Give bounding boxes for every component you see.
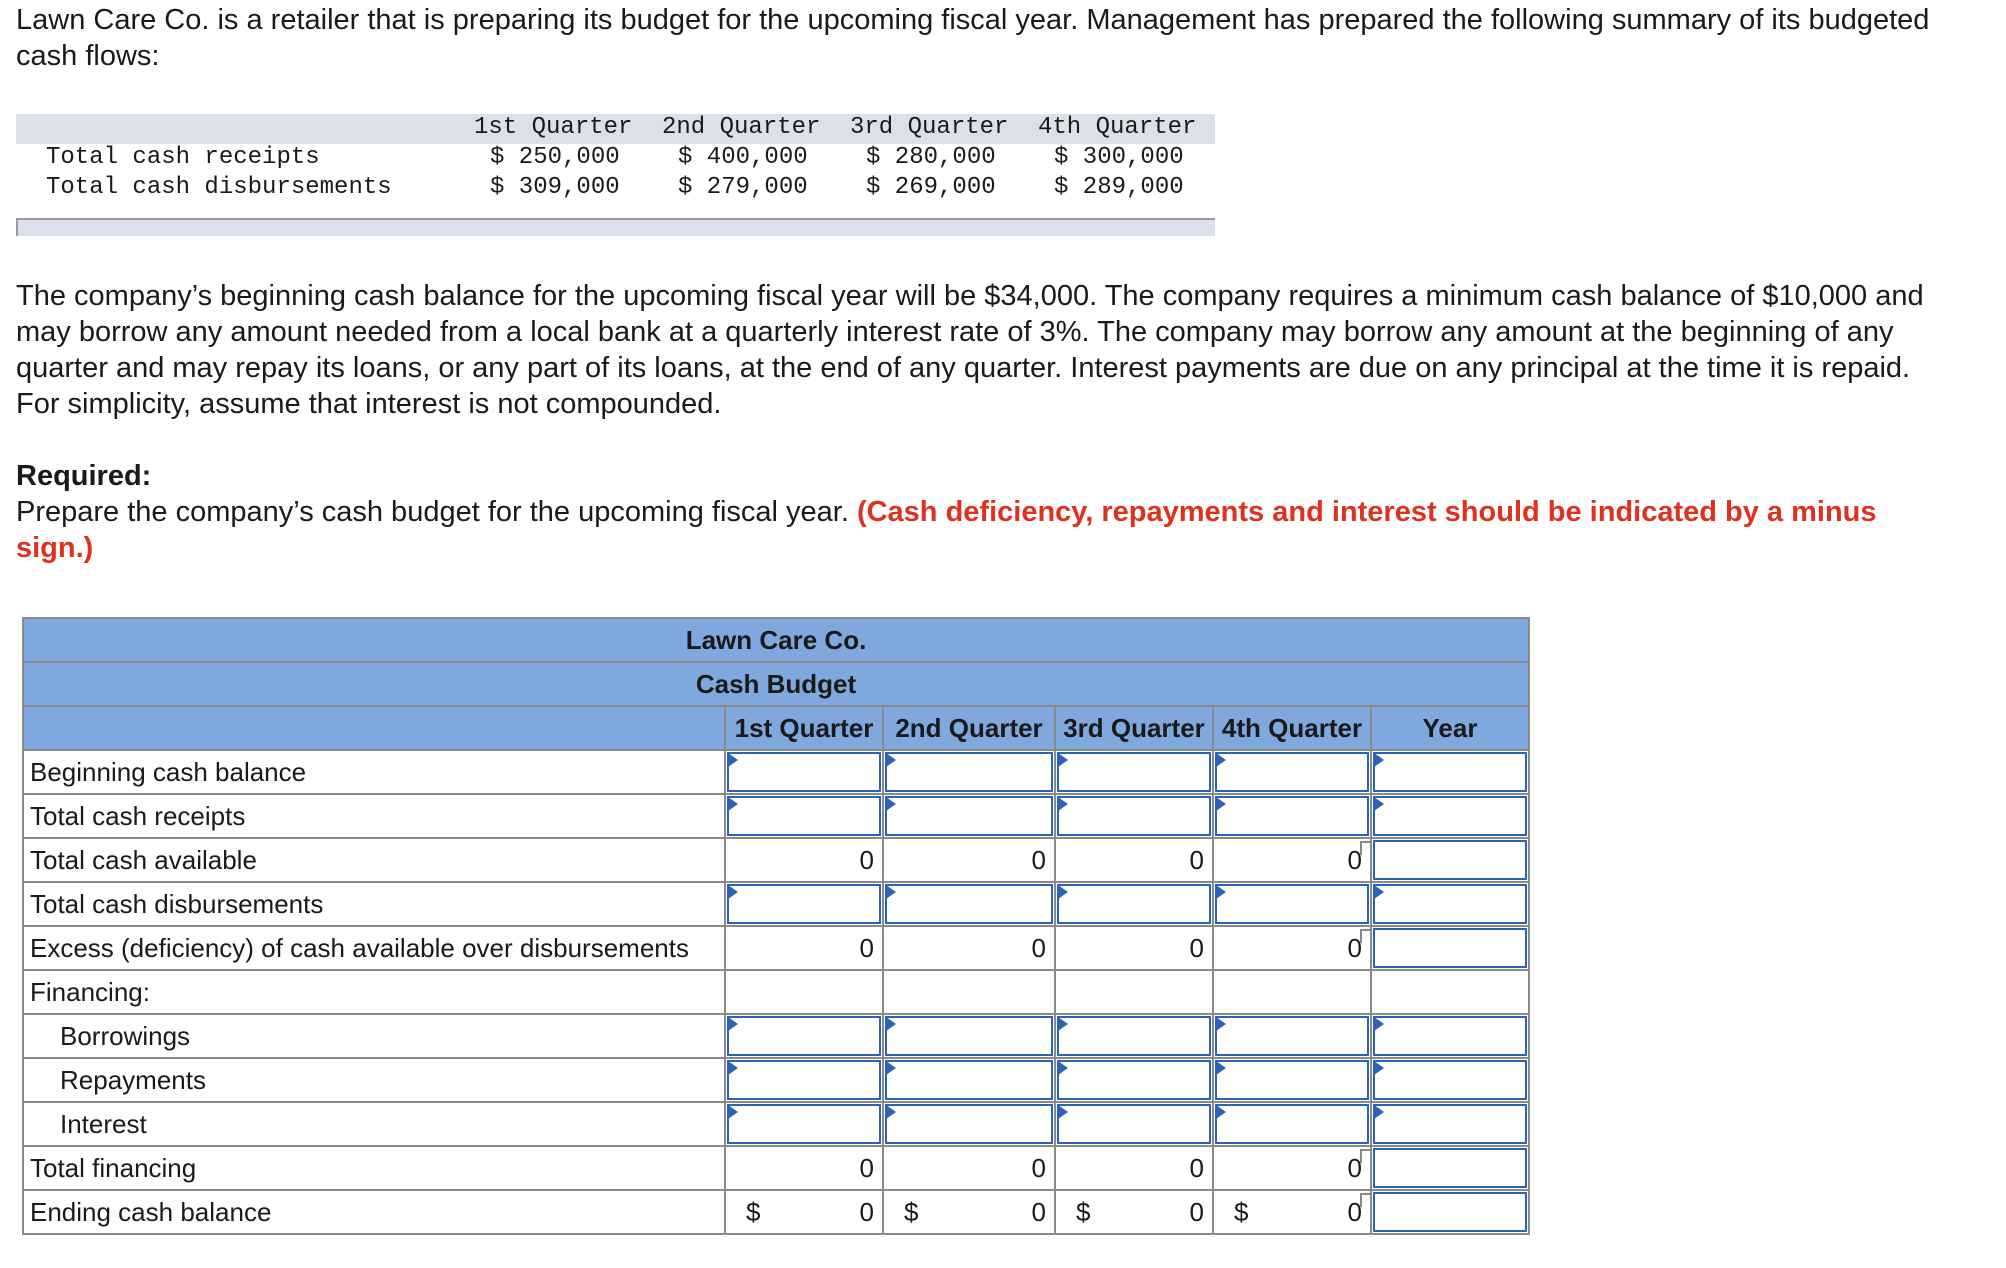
input-cell-year[interactable] — [1371, 1102, 1529, 1146]
computed-cell-q1: 0 — [725, 838, 883, 882]
row-label: Ending cash balance — [23, 1190, 725, 1234]
computed-value: 0 — [1347, 932, 1362, 963]
summary-row-label: Total cash disbursements — [46, 174, 392, 201]
summary-col-q3: 3rd Quarter — [850, 114, 1009, 141]
input-cell-q4[interactable] — [1213, 882, 1371, 926]
row-total-financing — [23, 1146, 1529, 1190]
input-cell-q1[interactable] — [725, 794, 883, 838]
computed-cell-q3: 0 — [1055, 838, 1213, 882]
row-excess-deficiency — [23, 926, 1529, 970]
row-label: Total cash receipts — [23, 794, 725, 838]
input-cell-q4[interactable] — [1213, 1058, 1371, 1102]
computed-value: 0 — [1347, 1196, 1362, 1227]
currency-symbol: $ — [746, 1197, 761, 1227]
summary-scrollbar — [16, 218, 1215, 236]
input-cell-q3[interactable] — [1055, 1058, 1213, 1102]
summary-col-q4: 4th Quarter — [1038, 114, 1197, 141]
summary-cell: $ 309,000 — [490, 174, 620, 201]
input-cell-q3[interactable] — [1055, 1102, 1213, 1146]
row-repayments — [23, 1058, 1529, 1102]
computed-cell-q1 — [725, 1190, 883, 1234]
row-label: Total cash available — [23, 838, 725, 882]
input-cell-year[interactable] — [1371, 1058, 1529, 1102]
input-cell-year[interactable] — [1371, 1190, 1529, 1234]
input-cell-q2[interactable] — [883, 1102, 1055, 1146]
required-note: (Cash deficiency, repayments and interest should be indicated by a minus sign.) — [16, 496, 1877, 564]
computed-cell-q2 — [883, 1190, 1055, 1234]
summary-cell: $ 400,000 — [678, 144, 808, 171]
input-cell-q1[interactable] — [725, 750, 883, 794]
budget-col-q1: 1st Quarter — [725, 706, 883, 750]
row-total-cash-available — [23, 838, 1529, 882]
computed-cell-q3 — [1055, 1190, 1213, 1234]
input-cell-year[interactable] — [1371, 882, 1529, 926]
input-cell-year[interactable] — [1371, 750, 1529, 794]
row-label: Total financing — [23, 1146, 725, 1190]
input-cell-q4[interactable] — [1213, 1102, 1371, 1146]
computed-cell-q4 — [1213, 838, 1371, 882]
summary-col-q1: 1st Quarter — [474, 114, 633, 141]
row-total-cash-disbursements — [23, 882, 1529, 926]
computed-cell-q1: 0 — [725, 1146, 883, 1190]
computed-cell-q1: 0 — [725, 926, 883, 970]
row-financing-header — [23, 970, 1529, 1014]
summary-cell: $ 300,000 — [1054, 144, 1184, 171]
currency-symbol: $ — [1076, 1197, 1091, 1227]
computed-value: 0 — [1031, 1196, 1046, 1227]
summary-row-label: Total cash receipts — [46, 144, 320, 171]
row-label: Borrowings — [23, 1014, 725, 1058]
input-cell-q3[interactable] — [1055, 1014, 1213, 1058]
currency-symbol: $ — [1234, 1197, 1249, 1227]
input-cell-q2[interactable] — [883, 882, 1055, 926]
summary-cell: $ 280,000 — [866, 144, 996, 171]
input-cell-q2[interactable] — [883, 794, 1055, 838]
computed-cell-q4 — [1213, 1146, 1371, 1190]
input-cell-q4[interactable] — [1213, 1014, 1371, 1058]
computed-cell-q4 — [1213, 1190, 1371, 1234]
budget-col-q4: 4th Quarter — [1213, 706, 1371, 750]
computed-cell-q2: 0 — [883, 926, 1055, 970]
row-label: Interest — [23, 1102, 725, 1146]
budget-header-blank — [23, 706, 725, 750]
computed-cell-q3: 0 — [1055, 926, 1213, 970]
row-interest — [23, 1102, 1529, 1146]
input-cell-q2[interactable] — [883, 1014, 1055, 1058]
input-cell-q3[interactable] — [1055, 882, 1213, 926]
computed-cell-q2: 0 — [883, 838, 1055, 882]
required-section — [16, 458, 1936, 566]
computed-value: 0 — [1347, 844, 1362, 875]
problem-description: The company’s beginning cash balance for the upcoming fiscal year will be $34,000. The company requires a minimum cash balance of $10,000 and may borrow any amount needed from a local bank at a quarterly interest rate of 3%. The company may borrow any amount at the beginning of any quarter and may repay its loans, or any part of its loans, at the end of any quarter. Interest payments are due on any principal at the time it is repaid. For simplicity, assume that interest is not compounded. — [16, 280, 1924, 420]
row-borrowings — [23, 1014, 1529, 1058]
summary-header-row — [16, 114, 1215, 144]
input-cell-q3[interactable] — [1055, 750, 1213, 794]
row-label: Repayments — [23, 1058, 725, 1102]
budget-title: Cash Budget — [23, 662, 1529, 706]
row-label: Total cash disbursements — [23, 882, 725, 926]
required-text: Prepare the company’s cash budget for the upcoming fiscal year. — [16, 496, 857, 528]
input-cell-q2[interactable] — [883, 1058, 1055, 1102]
input-cell-q1[interactable] — [725, 1058, 883, 1102]
input-cell-q1[interactable] — [725, 1102, 883, 1146]
cash-budget-table — [22, 617, 1530, 1235]
budget-col-q3: 3rd Quarter — [1055, 706, 1213, 750]
budget-company-name: Lawn Care Co. — [23, 618, 1529, 662]
input-cell-year[interactable] — [1371, 794, 1529, 838]
input-cell-q1[interactable] — [725, 882, 883, 926]
empty-cell — [1213, 970, 1371, 1014]
input-cell-year[interactable] — [1371, 1014, 1529, 1058]
input-cell-q2[interactable] — [883, 750, 1055, 794]
summary-row-receipts — [16, 144, 1215, 174]
computed-value: 0 — [1189, 1196, 1204, 1227]
currency-symbol: $ — [904, 1197, 919, 1227]
row-ending-cash — [23, 1190, 1529, 1234]
computed-value: 0 — [1347, 1152, 1362, 1183]
input-cell-q4[interactable] — [1213, 794, 1371, 838]
input-cell-year[interactable] — [1371, 1146, 1529, 1190]
input-cell-q1[interactable] — [725, 1014, 883, 1058]
budget-col-q2: 2nd Quarter — [883, 706, 1055, 750]
computed-value: 0 — [859, 1196, 874, 1227]
row-beginning-cash — [23, 750, 1529, 794]
summary-col-q2: 2nd Quarter — [662, 114, 821, 141]
empty-cell — [1055, 970, 1213, 1014]
summary-row-disbursements — [16, 174, 1215, 204]
input-cell-q4[interactable] — [1213, 750, 1371, 794]
required-heading: Required: — [16, 460, 152, 492]
summary-cell: $ 289,000 — [1054, 174, 1184, 201]
row-label: Financing: — [23, 970, 725, 1014]
summary-cash-flows-table — [16, 114, 1215, 236]
row-label: Excess (deficiency) of cash available over disbursements — [23, 926, 725, 970]
input-cell-q3[interactable] — [1055, 794, 1213, 838]
input-cell-year[interactable] — [1371, 926, 1529, 970]
row-total-cash-receipts — [23, 794, 1529, 838]
computed-cell-q4 — [1213, 926, 1371, 970]
empty-cell — [883, 970, 1055, 1014]
computed-cell-q2: 0 — [883, 1146, 1055, 1190]
empty-cell — [725, 970, 883, 1014]
budget-col-year: Year — [1371, 706, 1529, 750]
intro-text: Lawn Care Co. is a retailer that is preparing its budget for the upcoming fiscal year. Management has prepared the following summary of its budgeted cash flows: — [16, 4, 1930, 72]
summary-cell: $ 269,000 — [866, 174, 996, 201]
summary-cell: $ 250,000 — [490, 144, 620, 171]
row-label: Beginning cash balance — [23, 750, 725, 794]
computed-cell-q3: 0 — [1055, 1146, 1213, 1190]
input-cell-year[interactable] — [1371, 838, 1529, 882]
summary-cell: $ 279,000 — [678, 174, 808, 201]
empty-cell — [1371, 970, 1529, 1014]
